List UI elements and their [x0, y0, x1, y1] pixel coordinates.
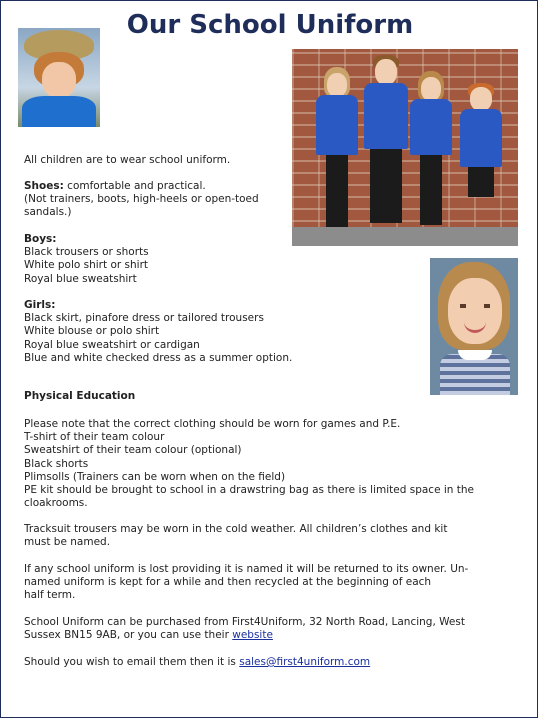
email-text: Should you wish to email them then it is — [24, 656, 240, 668]
list-item: Sweatshirt of their team colour (optional) — [24, 444, 242, 457]
list-item: Black trousers or shorts — [24, 246, 149, 259]
list-item: White polo shirt or shirt — [24, 259, 149, 272]
list-item: cloakrooms. — [24, 497, 88, 510]
website-link[interactable]: website — [232, 629, 273, 642]
boys-heading: Boys: — [24, 233, 57, 245]
shoes-section — [24, 180, 259, 220]
pe-heading: Physical Education — [24, 390, 136, 402]
paragraph-line: Tracksuit trousers may be worn in the cold weather. All children’s clothes and kit — [24, 523, 448, 535]
paragraph-line: must be named. — [24, 536, 111, 549]
boys-section — [24, 233, 149, 286]
lost-uniform-paragraph — [24, 563, 468, 603]
shoes-line-1: comfortable and practical. — [63, 180, 206, 192]
paragraph-line: half term. — [24, 589, 76, 602]
smiling-girl-photo — [430, 258, 518, 395]
list-item: Royal blue sweatshirt — [24, 272, 137, 285]
eyes — [460, 304, 490, 308]
shoes-line-2: (Not trainers, boots, high-heels or open-toed — [24, 193, 259, 206]
boy-with-hat-photo — [18, 28, 100, 127]
child-boy-2 — [458, 83, 504, 239]
child-girl-2 — [408, 71, 454, 237]
list-item: Black shorts — [24, 457, 89, 470]
paragraph-line: named uniform is kept for a while and then recycled at the beginning of each — [24, 576, 432, 589]
paragraph-line: Sussex BN15 9AB, or you can use their — [24, 629, 233, 642]
paragraph-line: If any school uniform is lost providing it is named it will be returned to its owner. Un- — [24, 563, 469, 575]
list-item: Please note that the correct clothing should be worn for games and P.E. — [24, 418, 401, 430]
list-item: Plimsolls (Trainers can be worn when on the field) — [24, 470, 286, 483]
shoes-heading: Shoes: — [24, 180, 64, 192]
list-item: Black skirt, pinafore dress or tailored trousers — [24, 312, 264, 325]
tracksuit-paragraph — [24, 523, 447, 549]
list-item: White blouse or polo shirt — [24, 325, 160, 338]
girls-section — [24, 299, 292, 365]
email-link[interactable]: sales@first4uniform.com — [239, 656, 371, 668]
shoes-line-3: sandals.) — [24, 206, 72, 219]
list-item: PE kit should be brought to school in a drawstring bag as there is limited space in the — [24, 484, 475, 497]
list-item: Blue and white checked dress as a summer option. — [24, 351, 293, 364]
checked-summer-dress — [440, 354, 510, 395]
face — [448, 278, 502, 344]
purchase-paragraph — [24, 616, 465, 642]
white-collar — [458, 350, 492, 360]
blue-polo-shirt — [22, 96, 96, 127]
list-item: T-shirt of their team colour — [24, 431, 165, 444]
intro-text: All children are to wear school uniform. — [24, 154, 231, 166]
email-paragraph — [24, 656, 370, 669]
face — [42, 62, 76, 98]
four-children-photo — [292, 49, 518, 246]
page-title: Our School Uniform — [126, 10, 414, 40]
pe-section — [24, 418, 474, 510]
paragraph-line: School Uniform can be purchased from First4Uniform, 32 North Road, Lancing, West — [24, 616, 465, 628]
girls-heading: Girls: — [24, 299, 56, 311]
child-boy-1 — [362, 55, 410, 231]
child-girl-1 — [314, 67, 360, 237]
list-item: Royal blue sweatshirt or cardigan — [24, 338, 200, 351]
